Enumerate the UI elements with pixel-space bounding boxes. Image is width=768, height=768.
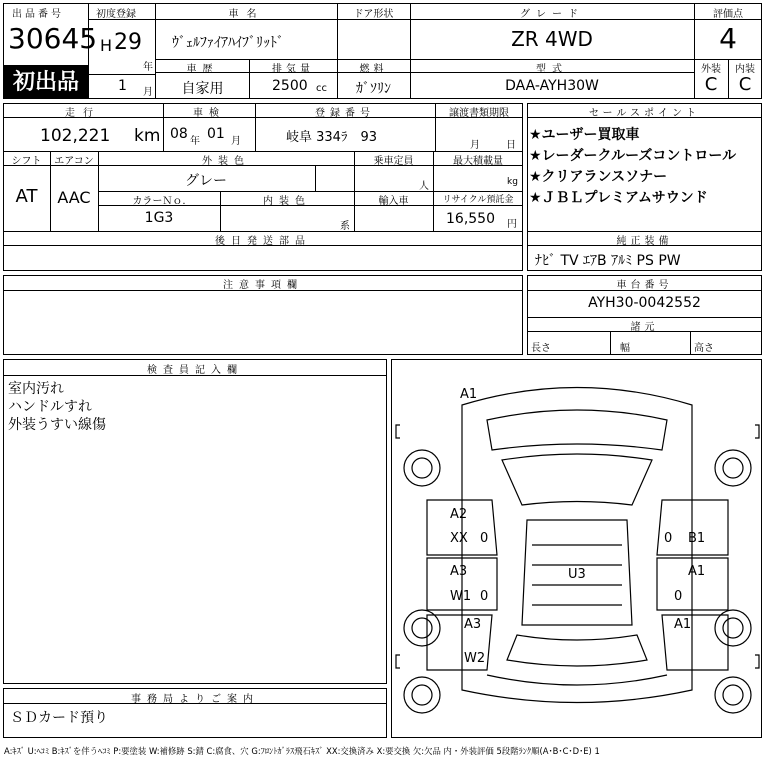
transfer-label: 譲渡書類期限 <box>449 108 509 119</box>
score-label: 評価点 <box>713 9 743 20</box>
inspector-note: 外装うすい線傷 <box>8 417 106 433</box>
damage-mark: 0 <box>674 589 683 604</box>
inspection-label: 車検 <box>193 108 225 119</box>
damage-mark: 0 <box>480 589 489 604</box>
car-diagram <box>391 359 762 738</box>
exterior-score: C <box>704 74 718 95</box>
inspection-month: 01 <box>207 126 225 142</box>
ext-color: グレー <box>185 173 227 189</box>
plate-label: 登録番号 <box>315 108 375 119</box>
notes-label: 注意事項欄 <box>223 280 303 291</box>
year-unit: 年 <box>143 62 153 73</box>
damage-mark: A3 <box>450 564 468 579</box>
max-load-label: 最大積載量 <box>453 156 503 167</box>
inspection-year: 08 <box>170 126 188 142</box>
inspector-note: 室内汚れ <box>8 381 64 397</box>
car-diagram-svg <box>392 360 763 739</box>
first-listing-badge: 初出品 <box>3 66 89 99</box>
length-label: 長さ <box>531 343 551 354</box>
chassis-number: AYH30-0042552 <box>588 295 701 311</box>
dims-label: 諸元 <box>630 322 659 333</box>
damage-mark: A3 <box>464 617 482 632</box>
office-label: 事務局よりご案内 <box>131 694 259 705</box>
history-label: 車歴 <box>186 64 219 75</box>
displacement: 2500 <box>272 78 308 94</box>
damage-mark: A1 <box>674 617 692 632</box>
month-unit: 月 <box>143 87 153 98</box>
office-note: ＳＤカード預り <box>10 710 108 726</box>
damage-mark: 0 <box>480 531 489 546</box>
shift-label: シフト <box>11 156 42 167</box>
genuine-label: 純正装備 <box>616 236 673 247</box>
import-label: 輸入車 <box>378 196 409 207</box>
lot-number-label: 出品番号 <box>12 9 64 20</box>
car-name-label: 車名 <box>228 9 265 20</box>
damage-mark: U3 <box>568 567 586 582</box>
transfer-month: 月 <box>470 140 480 151</box>
damage-mark: A1 <box>688 564 706 579</box>
genuine-equipment: ﾅﾋﾞ TV ｴｱB ｱﾙﾐ PS PW <box>535 253 681 269</box>
year: 29 <box>114 30 142 55</box>
damage-mark: B1 <box>688 531 706 546</box>
legend: A:ｷｽﾞ U:ﾍｺﾐ B:ｷｽﾞを伴うﾍｺﾐ P:要塗装 W:補修跡 S:錆 C:腐食、穴 G:ﾌﾛﾝﾄｶﾞﾗｽ飛石ｷｽﾞ XX:交換済み X:要交換 欠:欠品 内・外装評価 5段階ﾗﾝｸ順(A･B･C･D･E) 1 <box>4 746 600 756</box>
inspection-year-unit: 年 <box>190 136 200 147</box>
model: DAA-AYH30W <box>505 78 599 94</box>
transfer-day: 日 <box>506 140 516 151</box>
first-registration-label: 初度登録 <box>96 9 136 20</box>
later-parts-label: 後日発送部品 <box>215 236 311 247</box>
fuel-label: 燃料 <box>359 64 388 75</box>
sales-point: ★レーダークルーズコントロール <box>529 148 737 164</box>
inspector-label: 検査員記入欄 <box>147 365 243 376</box>
damage-mark: 0 <box>664 531 673 546</box>
sales-label: セールスポイント <box>588 108 701 119</box>
width-label: 幅 <box>620 343 630 354</box>
damage-mark: W2 <box>464 651 486 666</box>
sales-point: ★ＪＢＬプレミアムサウンド <box>529 190 708 206</box>
height-label: 高さ <box>694 343 714 354</box>
score: 4 <box>719 22 737 55</box>
plate: 岐阜 334ﾗ 93 <box>286 130 377 145</box>
color-no-label: カラーＮｏ. <box>132 196 186 207</box>
history: 自家用 <box>181 81 224 97</box>
ac-label: エアコン <box>54 156 94 167</box>
grade: ZR 4WD <box>511 27 593 51</box>
interior-score: C <box>738 74 752 95</box>
ext-color-label: 外装色 <box>202 156 250 167</box>
lot-number: 30645 <box>8 22 98 55</box>
month: 1 <box>118 78 127 94</box>
damage-mark: A2 <box>450 507 468 522</box>
capacity-label: 乗車定員 <box>373 156 414 167</box>
color-no: 1G3 <box>144 210 174 226</box>
interior-label: 内装 <box>735 64 755 75</box>
recycle-unit: 円 <box>507 219 517 230</box>
model-label: 型式 <box>536 64 568 75</box>
damage-mark: W1 <box>450 589 472 604</box>
recycle: 16,550 <box>446 211 495 227</box>
grade-label: グレード <box>520 9 584 20</box>
displacement-label: 排気量 <box>272 64 314 75</box>
fuel: ｶﾞｿﾘﾝ <box>356 81 391 97</box>
damage-mark: XX <box>450 531 468 546</box>
exterior-label: 外装 <box>701 64 721 75</box>
shift: AT <box>15 186 38 207</box>
mileage: 102,221 <box>40 126 111 146</box>
ac: AAC <box>57 188 91 207</box>
era: H <box>100 36 113 55</box>
recycle-label: リサイクル預託金 <box>442 195 514 205</box>
capacity-unit: 人 <box>419 181 429 192</box>
displacement-unit: cc <box>316 83 327 94</box>
int-color-unit: 系 <box>340 221 350 232</box>
inspection-month-unit: 月 <box>231 136 241 147</box>
chassis-label: 車台番号 <box>616 280 673 291</box>
sales-point: ★クリアランスソナー <box>529 169 668 185</box>
car-name: ｳﾞｪﾙﾌｧｲｱﾊｲﾌﾞﾘｯﾄﾞ <box>172 35 284 51</box>
max-load-unit: kg <box>507 177 518 187</box>
mileage-label: 走行 <box>65 108 101 119</box>
mileage-unit: km <box>134 126 161 146</box>
damage-mark: A1 <box>460 387 478 402</box>
sales-point: ★ユーザー買取車 <box>529 127 640 143</box>
door-label: ドア形状 <box>353 9 394 20</box>
int-color-label: 内装色 <box>263 196 311 207</box>
inspector-note: ハンドルすれ <box>8 399 92 415</box>
